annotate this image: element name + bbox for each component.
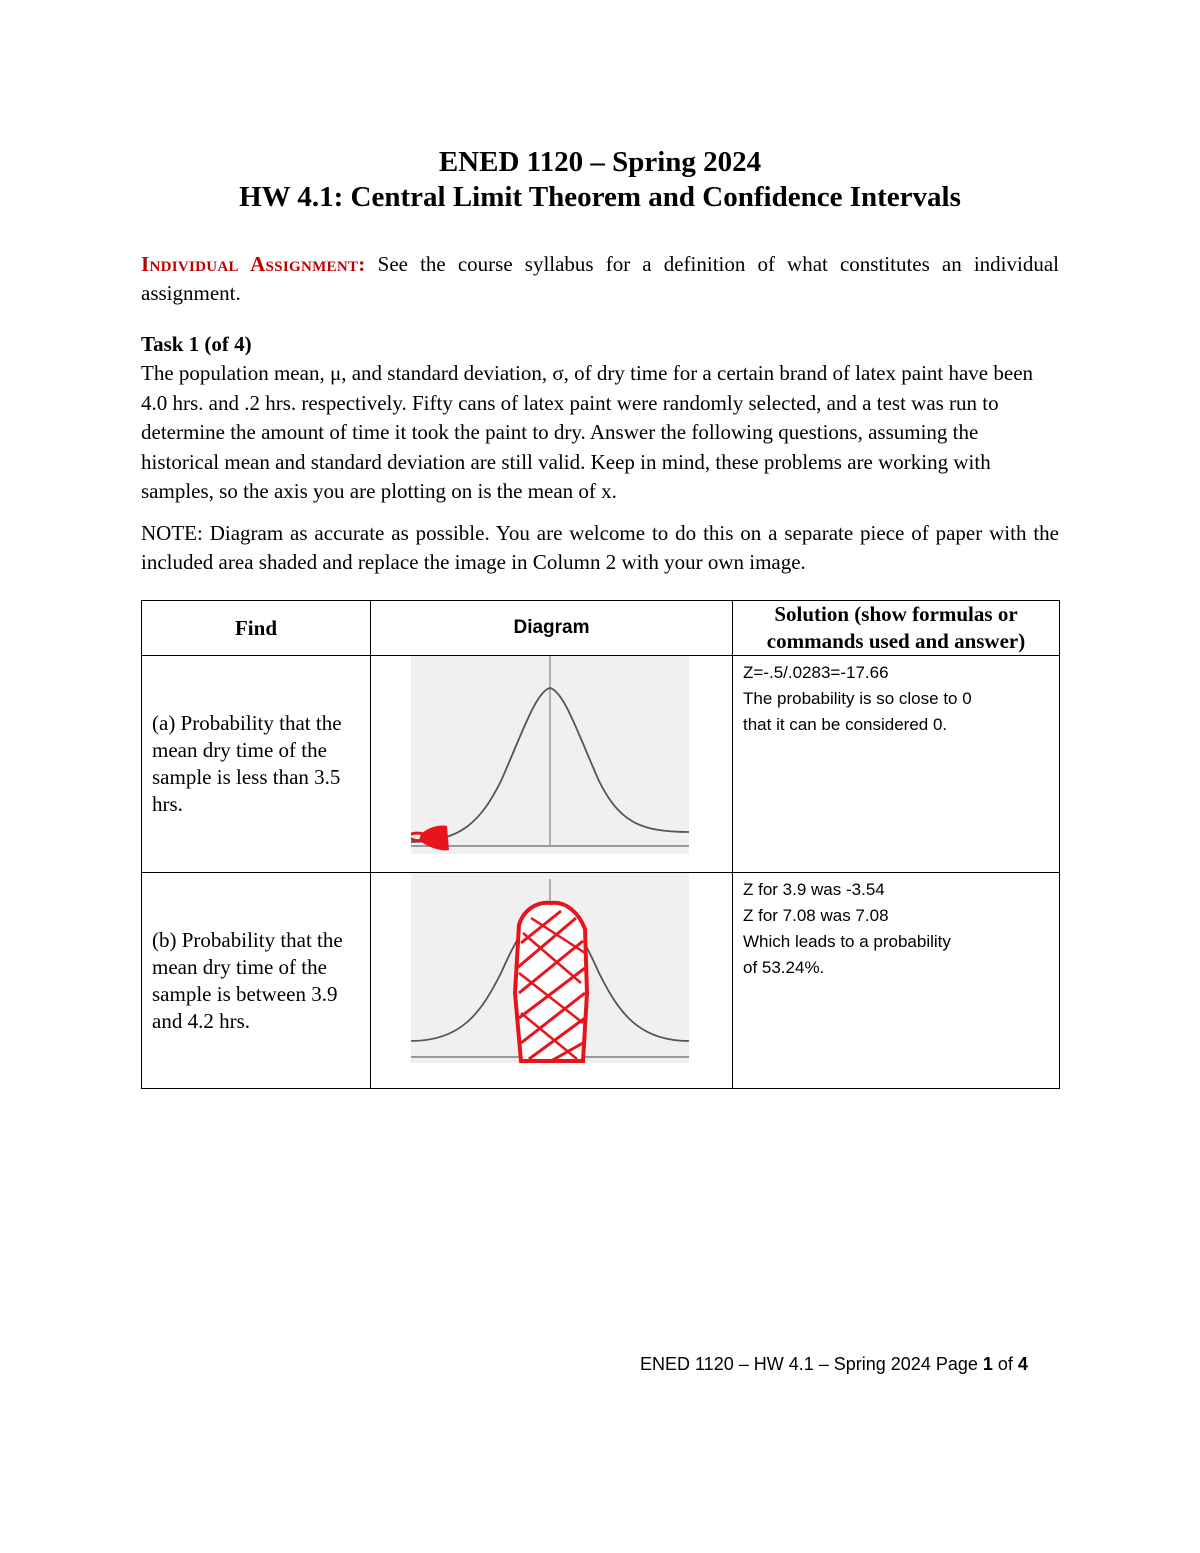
solution-line: of 53.24%. <box>743 958 825 977</box>
assignment-text: See the course syllabus for a definition of what constitutes an individual assignment. <box>141 252 1059 305</box>
normal-curve-center-shaded-icon <box>411 873 689 1063</box>
find-cell-a: (a) Probability that the mean dry time of the sample is less than 3.5 hrs. <box>142 656 371 873</box>
solution-line: Z for 3.9 was -3.54 <box>743 880 885 899</box>
find-cell-b: (b) Probability that the mean dry time of the sample is between 3.9 and 4.2 hrs. <box>142 873 371 1089</box>
table-row <box>142 873 1060 1089</box>
table-row <box>142 656 1060 873</box>
task-description: The population mean, μ, and standard deviation, σ, of dry time for a certain brand of latex paint have been 4.0 hrs. and .2 hrs. respectively. Fifty cans of latex paint were randomly selected, and a test was run to determine the amount of time it took the paint to dry. Answer the following questions, assuming the historical mean and standard deviation are still valid. Keep in mind, these problems are working with samples, so the axis you are plotting on is the mean of x. <box>141 361 1034 503</box>
footer-prefix: ENED 1120 – HW 4.1 – Spring 2024 Page <box>640 1354 983 1374</box>
footer-page-number: 1 <box>982 1354 993 1374</box>
solution-line: Z=-.5/.0283=-17.66 <box>743 663 889 682</box>
solution-line: Which leads to a probability <box>743 932 951 951</box>
solution-line: The probability is so close to 0 <box>743 689 972 708</box>
assignment-title: HW 4.1: Central Limit Theorem and Confidence Intervals <box>239 181 961 213</box>
solution-cell-a <box>733 656 1060 873</box>
footer-page-total: 4 <box>1017 1354 1028 1374</box>
diagram-cell-b <box>371 873 733 1089</box>
solution-line: Z for 7.08 was 7.08 <box>743 906 889 925</box>
assignment-note <box>141 250 1059 308</box>
header-diagram: Diagram <box>371 601 733 656</box>
problem-table <box>141 600 1060 1089</box>
normal-curve-left-tail-shaded-icon <box>411 656 689 854</box>
task-heading: Task 1 (of 4) <box>141 332 252 356</box>
solution-line: that it can be considered 0. <box>743 715 948 734</box>
diagram-cell-a <box>371 656 733 873</box>
header-solution: Solution (show formulas or commands used and answer) <box>733 601 1060 656</box>
assignment-label: Individual Assignment: <box>141 252 366 276</box>
header-find: Find <box>142 601 371 656</box>
task-note: NOTE: Diagram as accurate as possible. You are welcome to do this on a separate piece of paper with the included area shaded and replace the image in Column 2 with your own image. <box>141 521 1059 574</box>
page-footer <box>640 1354 1028 1375</box>
footer-of: of <box>992 1354 1018 1374</box>
solution-cell-b <box>733 873 1060 1089</box>
course-line: ENED 1120 – Spring 2024 <box>438 146 762 178</box>
table-header-row <box>142 601 1060 656</box>
